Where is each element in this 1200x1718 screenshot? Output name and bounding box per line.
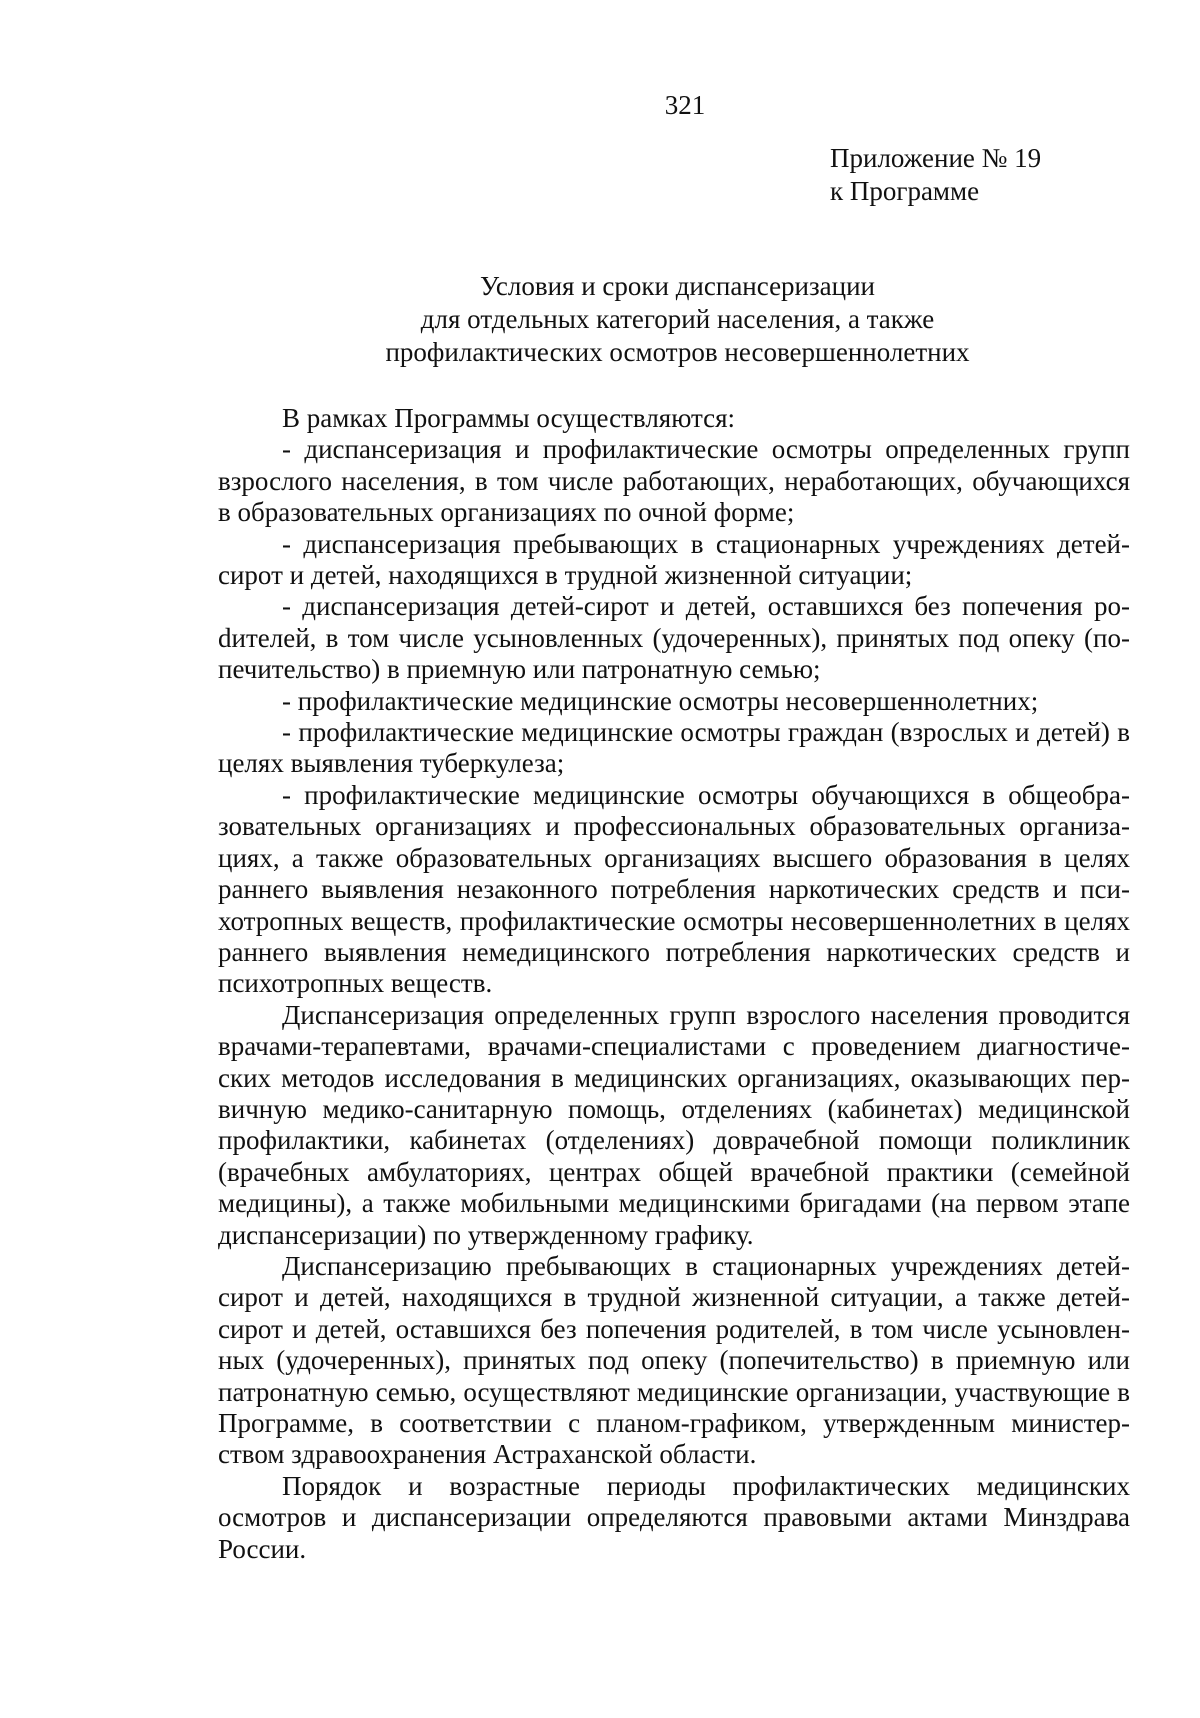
list-item: - профилактические медицинские осмотры граждан (взрослых и детей) в целях выявления туберкулеза;	[218, 717, 1130, 779]
paragraph: Порядок и возрастные периоды профилактических медицинских осмотров и диспансеризации определяются правовыми актами Минздрава России.	[218, 1470, 1130, 1564]
paragraph-intro: В рамках Программы осуществляются:	[282, 403, 736, 433]
page-number: 321	[664, 90, 706, 120]
document-title	[0, 270, 1200, 369]
title-line-2: для отдельных категорий населения, а также	[420, 304, 935, 334]
appendix-line-1: Приложение № 19	[830, 143, 1042, 173]
paragraph: Диспансеризация определенных групп взрослого населения проводится врачами-терапевтами, врачами-специалистами с проведением диагностических методов исследования в медицинских организациях, оказывающих первичную медико-санитарную помощь, отделениях (кабинетах) медицинской профилактики, кабинетах (отделениях) доврачебной помощи поликлиник (врачебных амбулаториях, центрах общей врачебной практики (семейной медицины), а также мобильными медицинскими бригадами (на первом этапе диспансеризации) по утвержденному графику.	[218, 999, 1130, 1250]
paragraph: Диспансеризацию пребывающих в стационарных учреждениях детей-сирот и детей, находящихся в трудной жизненной ситуации, а также детей-сирот и детей, оставшихся без попечения родителей, в том числе усыновленных (удочеренных), принятых под опеку (попечительство) в приемную или патронатную семью, осуществляют медицинские организации, участвующие в Программе, в соответствии с планом-графиком, утвержденным министерством здравоохранения Астраханской области.	[218, 1250, 1130, 1470]
title-line-3: профилактических осмотров несовершеннолетних	[385, 337, 970, 367]
appendix-label	[830, 142, 1041, 208]
list-item: - профилактические медицинские осмотры обучающихся в общеобразовательных организациях и профессиональных образовательных организациях, а также образовательных организациях высшего образования в целях раннего выявления незаконного потребления наркотических средств и психотропных веществ, профилактические осмотры несовершеннолетних в целях раннего выявления немедицинского потребления наркотических средств и психотропных веществ.	[218, 779, 1130, 999]
appendix-line-2: к Программе	[830, 176, 980, 206]
list-item: - диспансеризация пребывающих в стационарных учреждениях детей-сирот и детей, находящихся в трудной жизненной ситуации;	[218, 528, 1130, 591]
list-item: - диспансеризация детей-сирот и детей, оставшихся без попечения роdителей, в том числе усыновленных (удочеренных), принятых под опеку (попечительство) в приемную или патронатную семью;	[218, 591, 1130, 685]
document-body	[218, 403, 1130, 1565]
title-line-1: Условия и сроки диспансеризации	[480, 271, 875, 301]
list-item: - диспансеризация и профилактические осмотры определенных групп взрослого населения, в том числе работающих, неработающих, обучающихся в образовательных организациях по очной форме;	[218, 434, 1130, 528]
list-item: - профилактические медицинские осмотры несовершеннолетних;	[282, 685, 1039, 716]
